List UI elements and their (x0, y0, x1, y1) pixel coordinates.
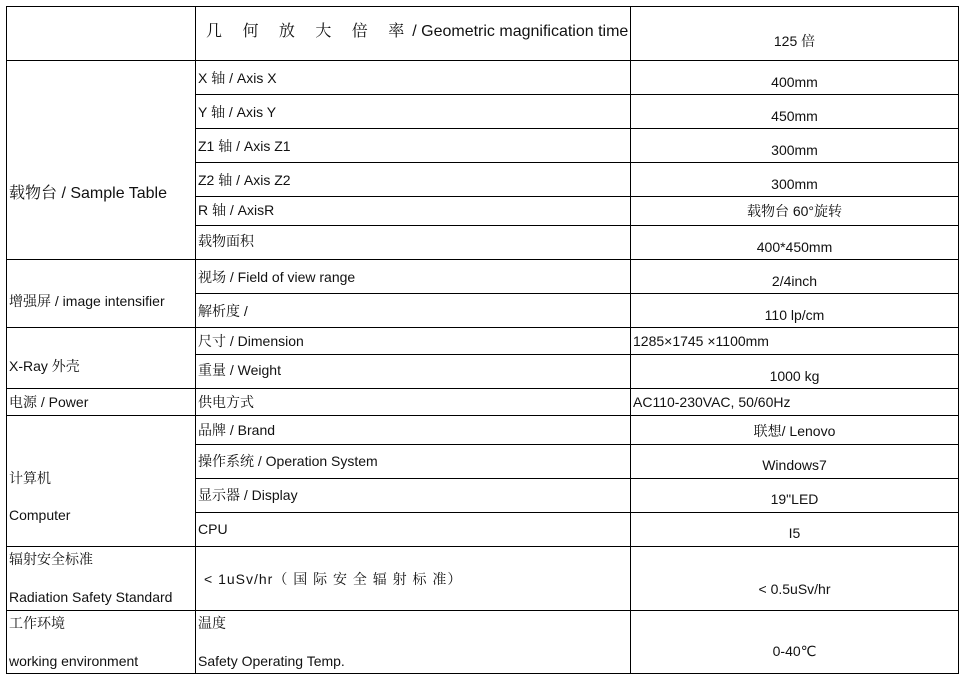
brand-value-cell (630, 415, 959, 445)
axis-y-label: Y 轴 / Axis Y (198, 104, 277, 120)
magnification-value-cell (630, 6, 959, 61)
weight-value: 1000 kg (769, 368, 820, 384)
radiation-group-label-cn: 辐射安全标准 (9, 551, 93, 567)
weight-label: 重量 / Weight (198, 362, 281, 378)
load-area-label-cell (195, 225, 631, 260)
computer-group-label-cn: 计算机 (9, 470, 51, 486)
radiation-standard-value-cell (630, 546, 959, 611)
resolution-label-cell (195, 293, 631, 328)
computer-group-cell (6, 415, 196, 547)
axis-r-label-cell (195, 196, 631, 226)
brand-label-cell (195, 415, 631, 445)
temperature-label-cell (195, 610, 631, 674)
weight-label-cell (195, 354, 631, 389)
environment-group-label-cn: 工作环境 (9, 615, 65, 631)
temperature-value: 0-40℃ (772, 643, 817, 659)
axis-z2-value: 300mm (771, 176, 818, 192)
dimension-value: 1285×1745 ×1100mm (633, 333, 769, 349)
load-area-label: 载物面积 (198, 233, 254, 249)
sample-table-group-label: 载物台 / Sample Table (9, 185, 167, 202)
power-supply-value-cell (630, 388, 959, 416)
magnification-label-cell (195, 6, 631, 61)
display-label-cell (195, 478, 631, 513)
axis-y-label-cell (195, 94, 631, 129)
field-of-view-value-cell (630, 259, 959, 294)
axis-z2-label: Z2 轴 / Axis Z2 (198, 172, 291, 188)
axis-x-label-cell (195, 60, 631, 95)
dimension-value-cell (630, 327, 959, 355)
field-of-view-value: 2/4inch (771, 273, 818, 289)
magnification-value: 125 倍 (773, 33, 816, 49)
os-value: Windows7 (762, 457, 827, 473)
os-label: 操作系统 / Operation System (198, 453, 378, 469)
xray-group-cell (6, 327, 196, 389)
temperature-label-en: Safety Operating Temp. (198, 653, 345, 669)
axis-x-label: X 轴 / Axis X (198, 70, 277, 86)
xray-group-label: X-Ray 外壳 (9, 358, 80, 374)
resolution-label: 解析度 / (198, 303, 248, 319)
radiation-standard-value: < 0.5uSv/hr (758, 581, 831, 597)
os-value-cell (630, 444, 959, 479)
cpu-label: CPU (198, 521, 228, 537)
radiation-group-cell (6, 546, 196, 611)
axis-y-value: 450mm (771, 108, 818, 124)
computer-group-label-en: Computer (9, 507, 71, 523)
display-label: 显示器 / Display (198, 487, 298, 503)
temperature-label-cn: 温度 (198, 615, 226, 631)
power-supply-label-cell (195, 388, 631, 416)
axis-x-value: 400mm (771, 74, 818, 90)
field-of-view-label-cell (195, 259, 631, 294)
axis-z1-label: Z1 轴 / Axis Z1 (198, 138, 291, 154)
power-group-label: 电源 / Power (9, 394, 89, 410)
intensifier-group-cell (6, 259, 196, 328)
radiation-standard-label-cell (195, 546, 631, 611)
axis-z1-value: 300mm (771, 142, 818, 158)
axis-z2-label-cell (195, 162, 631, 197)
intensifier-group-label: 增强屏 / image intensifier (9, 293, 165, 309)
axis-r-label: R 轴 / AxisR (198, 202, 275, 218)
axis-r-value-cell (630, 196, 959, 226)
load-area-value: 400*450mm (756, 239, 833, 255)
axis-x-value-cell (630, 60, 959, 95)
sample-table-group-cell (6, 60, 196, 260)
brand-value: 联想/ Lenovo (753, 423, 836, 439)
dimension-label: 尺寸 / Dimension (198, 333, 304, 349)
environment-group-cell (6, 610, 196, 674)
power-supply-label: 供电方式 (198, 394, 254, 410)
axis-y-value-cell (630, 94, 959, 129)
brand-label: 品牌 / Brand (198, 422, 276, 438)
resolution-value: 110 lp/cm (764, 307, 825, 323)
radiation-standard-label: < 1uSv/hr（ 国 际 安 全 辐 射 标 准） (204, 571, 463, 587)
load-area-value-cell (630, 225, 959, 260)
temperature-value-cell (630, 610, 959, 674)
axis-z1-label-cell (195, 128, 631, 163)
cpu-value: I5 (788, 525, 801, 541)
display-value-cell (630, 478, 959, 513)
spec-table (6, 6, 959, 674)
cpu-label-cell (195, 512, 631, 547)
dimension-label-cell (195, 327, 631, 355)
empty-header-cell (6, 6, 196, 61)
resolution-value-cell (630, 293, 959, 328)
weight-value-cell (630, 354, 959, 389)
field-of-view-label: 视场 / Field of view range (198, 269, 356, 285)
magnification-label: 几 何 放 大 倍 率/ Geometric magnification time (206, 23, 629, 40)
axis-z2-value-cell (630, 162, 959, 197)
display-value: 19"LED (770, 491, 819, 507)
axis-z1-value-cell (630, 128, 959, 163)
radiation-group-label-en: Radiation Safety Standard (9, 589, 173, 605)
axis-r-value: 载物台 60°旋转 (746, 203, 843, 219)
environment-group-label-en: working environment (9, 653, 139, 669)
cpu-value-cell (630, 512, 959, 547)
power-supply-value: AC110-230VAC, 50/60Hz (633, 394, 791, 410)
power-group-cell (6, 388, 196, 416)
os-label-cell (195, 444, 631, 479)
